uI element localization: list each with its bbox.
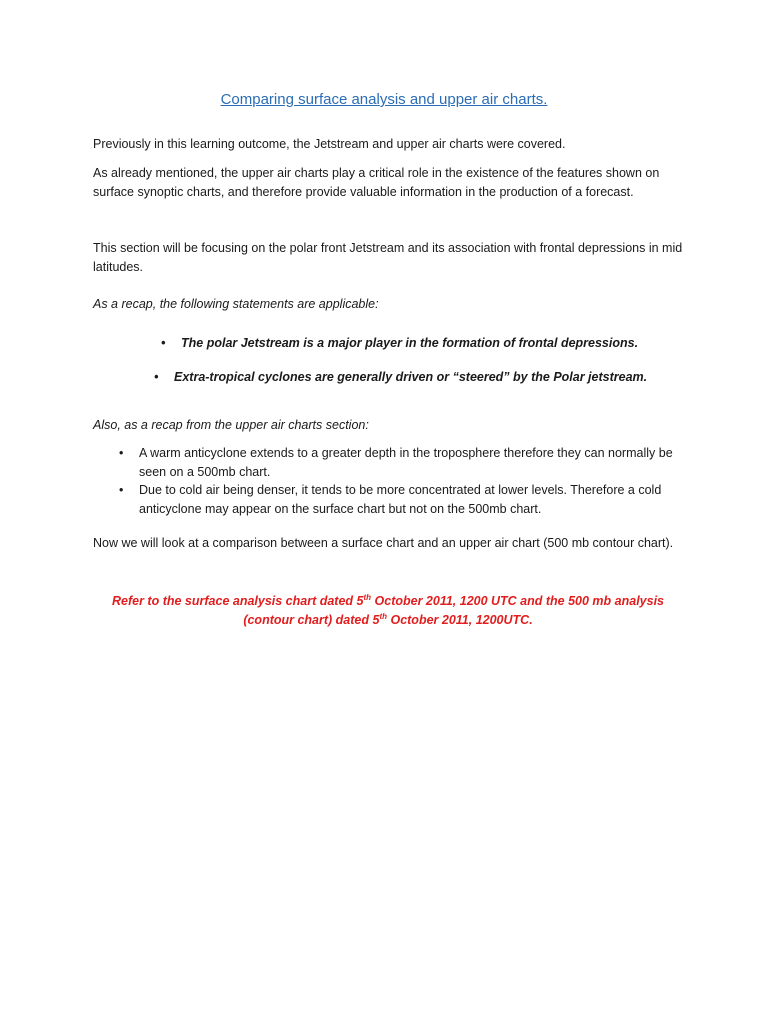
paragraph-upper-air-recap: Also, as a recap from the upper air charts section:	[93, 418, 369, 432]
bullet-dot-icon: •	[161, 336, 166, 350]
paragraph-intro: Previously in this learning outcome, the Jetstream and upper air charts were covered.	[93, 137, 566, 151]
refer-note: Refer to the surface analysis chart dated 5th October 2011, 1200 UTC and the 500 mb analysis (contour chart) dated 5th October 2011, 1200UTC.	[112, 592, 664, 627]
bullet-dot-icon: •	[119, 446, 124, 460]
paragraph-section-focus: This section will be focusing on the polar front Jetstream and its association with frontal depressions in mid latitudes.	[93, 241, 683, 274]
paragraph-upper-air-role: As already mentioned, the upper air charts play a critical role in the existence of the features shown on surface synoptic charts, and therefore provide valuable information in the production of a forecast.	[93, 166, 660, 199]
upper-air-bullet: • Due to cold air being denser, it tends to be more concentrated at lower levels. Therefore a cold anticyclone may appear on the surface chart but not on the 500mb chart.	[119, 483, 662, 516]
page-title: Comparing surface analysis and upper air charts.	[220, 91, 548, 108]
recap-bullet: • Extra-tropical cyclones are generally driven or “steered” by the Polar jetstream.	[174, 368, 714, 387]
paragraph-recap-intro: As a recap, the following statements are applicable:	[93, 297, 379, 311]
paragraph-comparison: Now we will look at a comparison between a surface chart and an upper air chart (500 mb contour chart).	[93, 536, 674, 550]
bullet-dot-icon: •	[119, 483, 124, 497]
upper-air-bullet: • A warm anticyclone extends to a greater depth in the troposphere therefore they can normally be seen on a 500mb chart.	[119, 446, 673, 479]
recap-bullet: • The polar Jetstream is a major player in the formation of frontal depressions.	[181, 334, 701, 353]
bullet-dot-icon: •	[154, 370, 159, 384]
